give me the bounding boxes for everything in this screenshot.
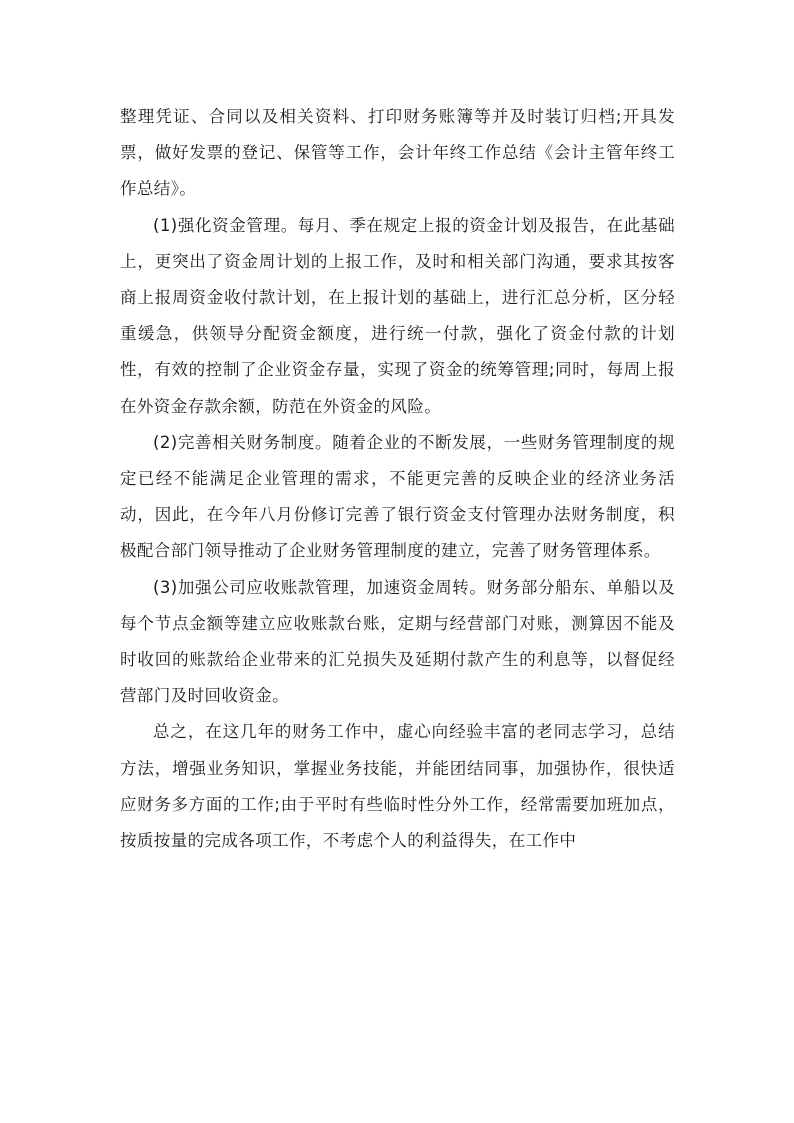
paragraph-continuation: 整理凭证、合同以及相关资料、打印财务账簿等并及时装订归档;开具发票，做好发票的登记、保管等工作，会计年终工作总结《会计主管年终工作总结》。: [120, 107, 675, 199]
paragraph-summary: 总之，在这几年的财务工作中，虚心向经验丰富的老同志学习，总结方法，增强业务知识，掌握业务技能，并能团结同事，加强协作，很快适应财务多方面的工作;由于平时有些临时性分外工作，经常需要加班加点，按质按量的完成各项工作，不考虑个人的利益得失，在工作中: [120, 722, 675, 851]
document-body: [120, 99, 675, 859]
paragraph-fund-management: (1)强化资金管理。每月、季在规定上报的资金计划及报告，在此基础上，更突出了资金周计划的上报工作，及时和相关部门沟通，要求其按客商上报周资金收付款计划，在上报计划的基础上，进行汇总分析，区分轻重缓急，供领导分配资金额度，进行统一付款，强化了资金付款的计划性，有效的控制了企业资金存量，实现了资金的统筹管理;同时，每周上报在外资金存款余额，防范在外资金的风险。: [120, 215, 675, 416]
paragraph-receivables: (3)加强公司应收账款管理，加速资金周转。财务部分船东、单船以及每个节点金额等建立应收账款台账，定期与经营部门对账，测算因不能及时收回的账款给企业带来的汇兑损失及延期付款产生的利息等，以督促经营部门及时回收资金。: [120, 577, 675, 706]
paragraph-financial-system: (2)完善相关财务制度。随着企业的不断发展，一些财务管理制度的规定已经不能满足企业管理的需求，不能更完善的反映企业的经济业务活动，因此，在今年八月份修订完善了银行资金支付管理办法财务制度，积极配合部门领导推动了企业财务管理制度的建立，完善了财务管理体系。: [120, 432, 675, 561]
